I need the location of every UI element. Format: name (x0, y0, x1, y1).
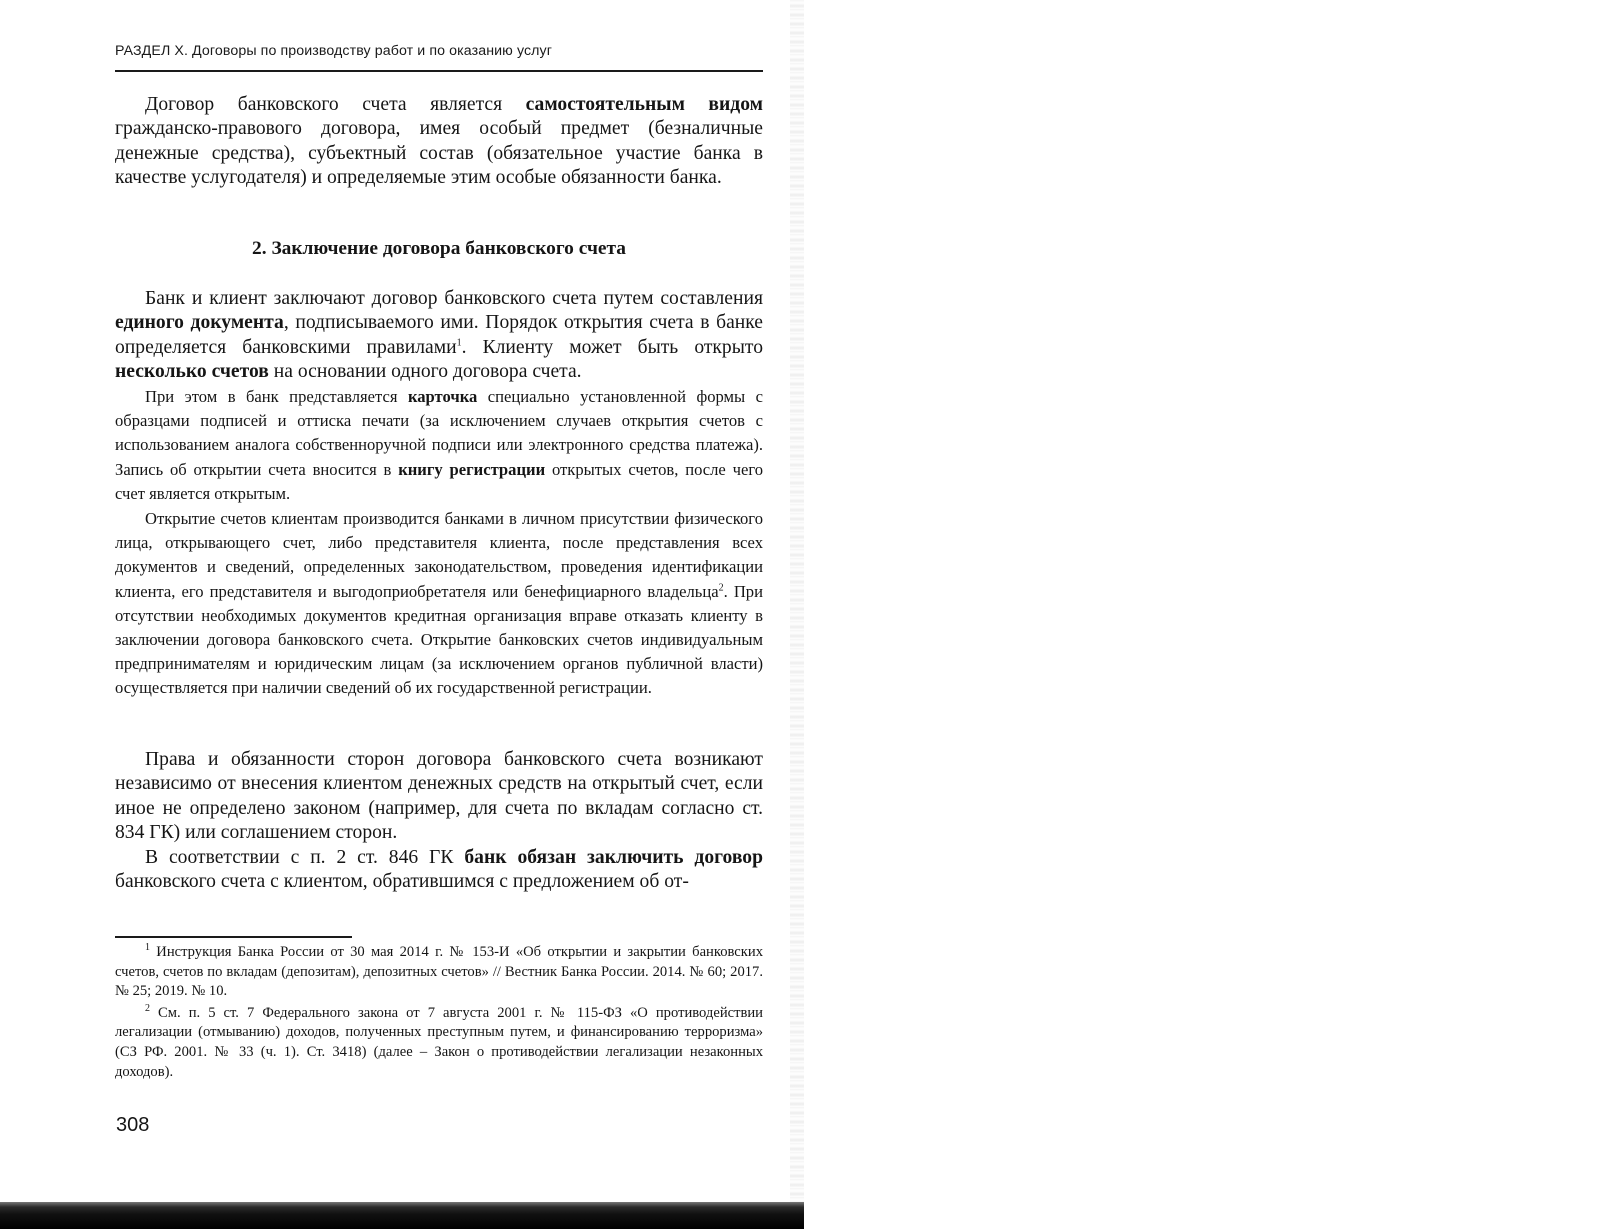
scan-bottom-edge (0, 1202, 804, 1229)
p5-bold-term: банк обязан заключить договор (464, 847, 763, 868)
p1-bold-term-1: единого документа (115, 312, 284, 334)
p2-bold-term-2: книгу регистрации (398, 459, 546, 479)
footnotes (115, 943, 763, 1084)
intro-text-cont: гражданско-правового договора, имея особый предмет (безналичные денежные средства), субъектный состав (обязательное участие банка в качестве услугодателя) и определяемые этим особые обязанности банка. (115, 118, 763, 189)
footnote-2 (115, 1004, 763, 1082)
p3-text-2: . При отсутствии необходимых документов кредитная организация вправе отказать клиенту в заключении договора банковского счета. Открытие банковских счетов индивидуальным предпринимателям и юридическим лицам (за исключением органов публичной власти) осуществляется при наличии сведений об их государственной регистрации. (115, 581, 763, 698)
paragraph-5 (115, 846, 763, 895)
p2-text-3: открытых счетов, после чего счет является открытым. (115, 459, 764, 503)
book-gutter-shadow (790, 0, 804, 1229)
footnote-2-text: См. п. 5 ст. 7 Федерального закона от 7 августа 2001 г. № 115-ФЗ «О противодействии легализации (отмыванию) доходов, полученных преступным путем, и финансированию терроризма» (СЗ РФ. 2001. № 33 (ч. 1). Ст. 3418) (далее – Закон о противодействии легализации незаконных доходов). (115, 1004, 763, 1080)
p1-text: Банк и клиент заключают договор банковского счета путем составления (145, 288, 763, 309)
paragraph-1 (115, 287, 763, 385)
paragraph-3 (115, 507, 763, 701)
p1-text-4: на основании одного договора счета. (268, 361, 582, 383)
section-heading: 2. Заключение договора банковского счета (252, 238, 626, 259)
paragraph-4 (115, 748, 763, 846)
paragraph-2 (115, 385, 763, 506)
footnote-ref-1[interactable]: 1 (456, 337, 462, 349)
p1-text-2: , подписываемого ими. Порядок открытия счета в банке определяется банковскими правилами (115, 312, 763, 358)
p2-text-2: специально установленной формы с образцами подписей и оттиска печати (за исключением случаев открытия счетов с использованием аналога собственноручной подписи или электронного средства платежа). Запись об открытии счета вносится в (115, 387, 764, 479)
footnote-1-text: Инструкция Банка России от 30 мая 2014 г. № 153-И «Об открытии и закрытии банковских счетов, счетов по вкладам (депозитам), депозитных счетов» // Вестник Банка России. 2014. № 60; 2017. № 25; 2019. № 10. (115, 944, 763, 1000)
footnote-ref-2[interactable]: 2 (718, 582, 724, 594)
footnote-separator (115, 936, 352, 938)
footnote-marker-2: 2 (145, 1002, 150, 1014)
p5-text: В соответствии с п. 2 ст. 846 ГК (145, 847, 465, 868)
p1-bold-term-2: несколько счетов (115, 361, 269, 383)
p4-text: Права и обязанности сторон договора банковского счета возникают независимо от внесения клиентом денежных средств на открытый счет, если иное не определено законом (например, для счета по вкладам согласно ст. 834 ГК) или соглашением сторон. (115, 749, 763, 844)
intro-text: Договор банковского счета является (145, 94, 526, 115)
p5-text-2: банковского счета с клиентом, обратившимся с предложением об от- (115, 871, 689, 893)
intro-bold-term: самостоятельным видом (525, 94, 763, 115)
p3-text: Открытие счетов клиентам производится банками в личном присутствии физического лица, открывающего счет, либо представителя клиента, после представления всех документов и сведений, определенных законодательством, проведения идентификации клиента, его представителя и выгодоприобретателя или бенефициарного владельца (115, 509, 763, 601)
footnote-marker-1: 1 (145, 942, 150, 954)
p2-bold-term-1: карточка (407, 387, 478, 406)
footnote-1 (115, 943, 763, 1002)
page-number: 308 (116, 1114, 150, 1136)
intro-paragraph (115, 93, 763, 191)
running-head-rule (115, 70, 763, 72)
running-head: РАЗДЕЛ X. Договоры по производству работ и по оказанию услуг (115, 43, 553, 59)
p2-text: При этом в банк представляется (145, 387, 408, 406)
blank-right-area (804, 0, 1600, 1229)
p1-text-3: . Клиенту может быть открыто (461, 336, 763, 358)
